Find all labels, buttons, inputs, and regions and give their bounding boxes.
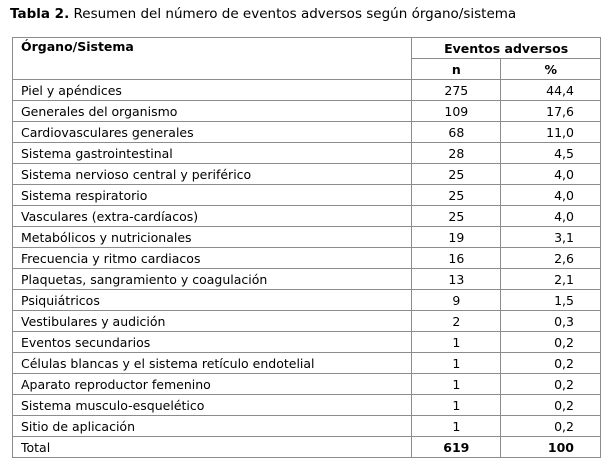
row-organ-name: Frecuencia y ritmo cardiacos — [13, 248, 412, 269]
row-percent: 17,6 — [501, 101, 601, 122]
row-percent: 44,4 — [501, 80, 601, 101]
adverse-events-table — [12, 37, 601, 458]
table-row — [13, 269, 601, 290]
table-row — [13, 185, 601, 206]
table-row — [13, 353, 601, 374]
row-percent: 4,0 — [501, 206, 601, 227]
table-row — [13, 332, 601, 353]
total-row — [13, 437, 601, 458]
row-count: 25 — [412, 206, 501, 227]
row-organ-name: Sistema musculo-esquelético — [13, 395, 412, 416]
row-count: 1 — [412, 416, 501, 437]
row-percent: 0,3 — [501, 311, 601, 332]
row-organ-name: Total — [13, 437, 412, 458]
row-percent: 2,1 — [501, 269, 601, 290]
caption-label: Tabla 2. — [10, 6, 70, 22]
table-row — [13, 122, 601, 143]
row-count: 25 — [412, 185, 501, 206]
row-count: 28 — [412, 143, 501, 164]
row-percent: 0,2 — [501, 395, 601, 416]
header-adverse-events: Eventos adversos — [412, 38, 601, 59]
row-organ-name: Vestibulares y audición — [13, 311, 412, 332]
row-percent: 2,6 — [501, 248, 601, 269]
row-count: 2 — [412, 311, 501, 332]
row-organ-name: Cardiovasculares generales — [13, 122, 412, 143]
table-row — [13, 206, 601, 227]
row-organ-name: Psiquiátricos — [13, 290, 412, 311]
row-count: 68 — [412, 122, 501, 143]
row-count: 1 — [412, 332, 501, 353]
table-row — [13, 395, 601, 416]
row-percent: 0,2 — [501, 416, 601, 437]
row-count: 275 — [412, 80, 501, 101]
row-count: 1 — [412, 374, 501, 395]
caption-text: Resumen del número de eventos adversos según órgano/sistema — [69, 6, 517, 22]
row-percent: 1,5 — [501, 290, 601, 311]
header-percent: % — [501, 59, 601, 80]
row-count: 25 — [412, 164, 501, 185]
row-count: 109 — [412, 101, 501, 122]
row-percent: 0,2 — [501, 374, 601, 395]
row-percent: 0,2 — [501, 332, 601, 353]
row-organ-name: Vasculares (extra-cardíacos) — [13, 206, 412, 227]
table-row — [13, 311, 601, 332]
table-row — [13, 416, 601, 437]
row-count: 1 — [412, 353, 501, 374]
table-caption — [10, 5, 516, 23]
row-percent: 100 — [501, 437, 601, 458]
table-body — [13, 80, 601, 458]
row-organ-name: Piel y apéndices — [13, 80, 412, 101]
table-row — [13, 374, 601, 395]
row-organ-name: Plaquetas, sangramiento y coagulación — [13, 269, 412, 290]
row-organ-name: Sistema nervioso central y periférico — [13, 164, 412, 185]
table-row — [13, 80, 601, 101]
table-row — [13, 164, 601, 185]
row-organ-name: Sitio de aplicación — [13, 416, 412, 437]
row-count: 19 — [412, 227, 501, 248]
row-organ-name: Células blancas y el sistema retículo endotelial — [13, 353, 412, 374]
row-percent: 3,1 — [501, 227, 601, 248]
header-organ-system: Órgano/Sistema — [13, 38, 412, 80]
row-organ-name: Metabólicos y nutricionales — [13, 227, 412, 248]
row-organ-name: Sistema respiratorio — [13, 185, 412, 206]
row-percent: 4,0 — [501, 164, 601, 185]
header-n: n — [412, 59, 501, 80]
row-percent: 0,2 — [501, 353, 601, 374]
table-row — [13, 290, 601, 311]
row-organ-name: Aparato reproductor femenino — [13, 374, 412, 395]
row-organ-name: Sistema gastrointestinal — [13, 143, 412, 164]
table-row — [13, 101, 601, 122]
row-organ-name: Eventos secundarios — [13, 332, 412, 353]
row-count: 9 — [412, 290, 501, 311]
row-organ-name: Generales del organismo — [13, 101, 412, 122]
row-percent: 4,0 — [501, 185, 601, 206]
row-count: 1 — [412, 395, 501, 416]
row-count: 13 — [412, 269, 501, 290]
table-row — [13, 248, 601, 269]
row-percent: 4,5 — [501, 143, 601, 164]
row-count: 16 — [412, 248, 501, 269]
row-count: 619 — [412, 437, 501, 458]
table-row — [13, 227, 601, 248]
row-percent: 11,0 — [501, 122, 601, 143]
table-row — [13, 143, 601, 164]
